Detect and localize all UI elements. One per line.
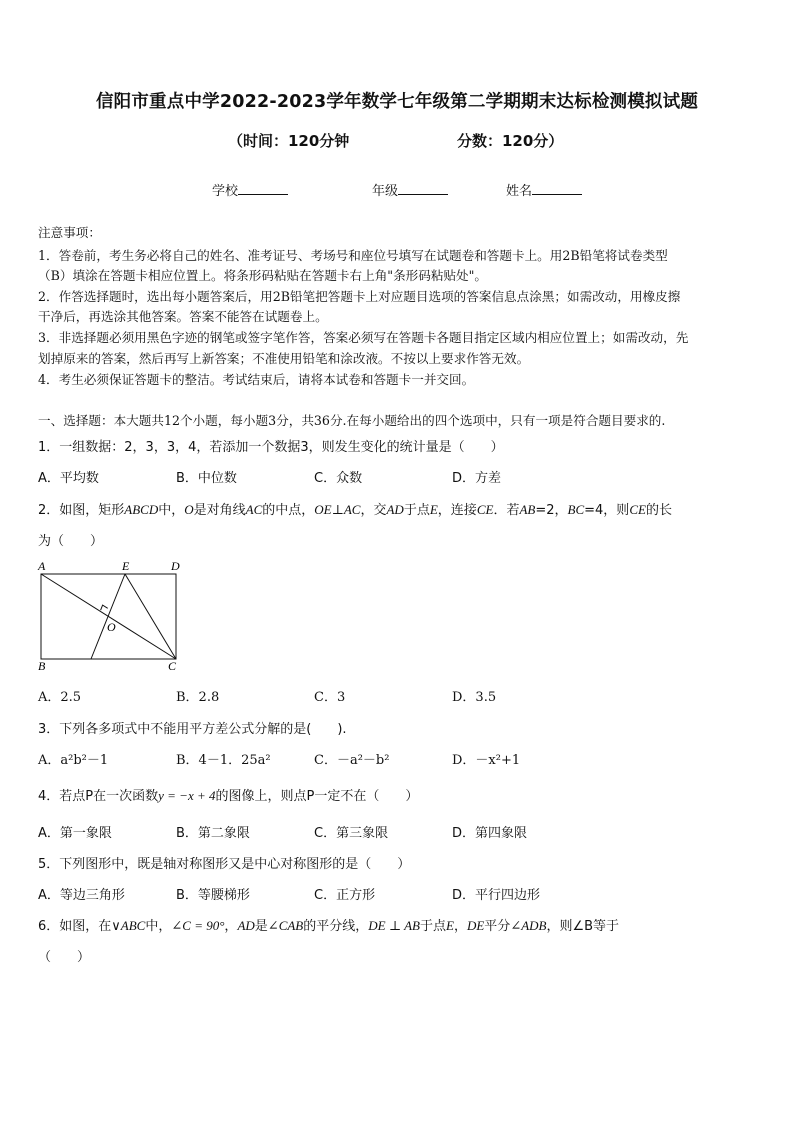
notice-line: 3．非选择题必须用黑色字迹的钢笔或签字笔作答，答案必须写在答题卡各题目指定区域内相应位置上；如需改动，先 (38, 330, 689, 345)
right-angle-mark (101, 605, 108, 610)
notice-line: 2．作答选择题时，选出每小题答案后，用2B铅笔把答题卡上对应题目选项的答案信息点涂黑；如需改动，用橡皮擦 (38, 289, 681, 304)
q6-var: ∠ADB (510, 918, 547, 933)
grade-label: 年级 (372, 184, 399, 199)
label-e: E (122, 559, 130, 573)
question-6-stem-cont: （ ） (38, 950, 91, 965)
grade-field (372, 180, 448, 199)
q2-var: OE⊥AC (314, 502, 361, 517)
q6-var: DE ⊥ AB (368, 918, 420, 933)
q6-text: 中， (145, 919, 172, 934)
q2-option-c[interactable]: C．3 (314, 690, 346, 705)
label-c: C (168, 659, 177, 673)
q5-option-b[interactable]: B．等腰梯形 (176, 888, 250, 903)
notice-line: 干净后，再选涂其他答案。答案不能答在试题卷上。 (38, 309, 328, 324)
q6-text: 平分 (484, 919, 511, 934)
segment-ce (125, 574, 176, 659)
q6-text: 是 (254, 919, 268, 934)
question-2-stem (38, 499, 672, 518)
notice-line: 1．答卷前，考生务必将自己的姓名、准考证号、考场号和座位号填写在试题卷和答题卡上。用2B铅笔将试卷类型 (38, 248, 668, 263)
q2-text: 的中点， (262, 503, 315, 518)
q6-var: AD (237, 918, 255, 933)
q6-text: ，则∠B等于 (546, 919, 620, 934)
q4-option-a[interactable]: A．第一象限 (38, 826, 112, 841)
notice-line: 4．考生必须保证答题卡的整洁。考试结束后，请将本试卷和答题卡一并交回。 (38, 372, 475, 387)
q2-option-b[interactable]: B．2.8 (176, 690, 220, 705)
q2-var: CE (476, 502, 494, 517)
q2-text: =4，则 (584, 503, 630, 518)
q2-text: 的长 (645, 503, 672, 518)
q5-option-c[interactable]: C．正方形 (314, 888, 376, 903)
q2-var: AC (245, 502, 263, 517)
exam-time: （时间：120分钟 (228, 132, 350, 150)
q4-option-c[interactable]: C．第三象限 (314, 826, 389, 841)
label-o: O (107, 620, 116, 634)
exam-score: 分数：120分） (457, 132, 564, 150)
q2-text: ．若 (493, 503, 520, 518)
q6-var: ∠C = 90° (171, 918, 225, 933)
q2-text: =2， (535, 503, 568, 518)
grade-blank[interactable] (398, 182, 448, 195)
question-4-stem (38, 785, 418, 804)
q1-option-a[interactable]: A．平均数 (38, 471, 99, 486)
q6-var: ∨ABC (111, 918, 146, 933)
school-blank[interactable] (238, 182, 288, 195)
q2-text: 中， (158, 503, 185, 518)
question-6-stem (38, 915, 619, 934)
q4-text: 4．若点P在一次函数 (38, 789, 159, 804)
q2-text: ，交 (360, 503, 387, 518)
q1-option-c[interactable]: C．众数 (314, 471, 363, 486)
q2-var: AB (519, 502, 536, 517)
q6-var: E (445, 918, 454, 933)
q6-text: ， (224, 919, 238, 934)
segment-eo (91, 574, 125, 659)
section-heading: 一、选择题：本大题共12个小题，每小题3分，共36分.在每小题给出的四个选项中，只有一项是符合题目要求的. (38, 413, 666, 428)
q2-var: AD (386, 502, 404, 517)
notice-line: （B）填涂在答题卡相应位置上。将条形码粘贴在答题卡右上角"条形码粘贴处"。 (38, 268, 488, 283)
q3-option-b[interactable]: B．4－1．25a² (176, 753, 271, 768)
q4-text: 的图像上，则点P一定不在（ ） (215, 789, 419, 804)
q4-function: y = −x + 4 (158, 788, 216, 803)
name-field (506, 180, 582, 199)
q2-var: BC (567, 502, 585, 517)
school-label: 学校 (212, 184, 239, 199)
q2-text: ，连接 (437, 503, 477, 518)
question-5-stem: 5．下列图形中，既是轴对称图形又是中心对称图形的是（ ） (38, 857, 411, 872)
name-blank[interactable] (532, 182, 582, 195)
q1-option-d[interactable]: D．方差 (452, 471, 502, 486)
q6-text: ， (453, 919, 467, 934)
question-1-stem: 1．一组数据：2，3，3，4，若添加一个数据3，则发生变化的统计量是（ ） (38, 440, 504, 455)
q6-text: 的平分线， (303, 919, 369, 934)
q2-var: E (429, 502, 438, 517)
q2-var: ABCD (124, 502, 159, 517)
q2-option-d[interactable]: D．3.5 (452, 690, 497, 705)
q2-var: O (184, 502, 194, 517)
q2-var: CE (629, 502, 646, 517)
question-2-stem-cont: 为（ ） (38, 534, 104, 549)
q3-option-d[interactable]: D．－x²+1 (452, 753, 521, 768)
q3-option-a[interactable]: A．a²b²－1 (38, 753, 109, 768)
question-3-stem: 3．下列各多项式中不能用平方差公式分解的是( ). (38, 722, 347, 737)
notice-line: 划掉原来的答案，然后再写上新答案；不准使用铅笔和涂改液。不按以上要求作答无效。 (38, 351, 530, 366)
q6-text: 6．如图，在 (38, 919, 112, 934)
name-label: 姓名 (506, 184, 533, 199)
q2-option-a[interactable]: A．2.5 (38, 690, 82, 705)
label-b: B (38, 659, 46, 673)
q2-text: 2．如图，矩形 (38, 503, 125, 518)
q5-option-d[interactable]: D．平行四边形 (452, 888, 541, 903)
label-a: A (38, 559, 46, 573)
q2-text: 是对角线 (193, 503, 246, 518)
q5-option-a[interactable]: A．等边三角形 (38, 888, 125, 903)
q6-text: 于点 (419, 919, 446, 934)
q2-rectangle-figure (34, 558, 190, 676)
q4-option-b[interactable]: B．第二象限 (176, 826, 250, 841)
q6-var: DE (466, 918, 485, 933)
q6-var: ∠CAB (267, 918, 304, 933)
page-title: 信阳市重点中学2022-2023学年数学七年级第二学期期末达标检测模拟试题 (95, 92, 699, 112)
school-field (212, 180, 288, 199)
q3-option-c[interactable]: C．－a²－b² (314, 753, 390, 768)
notice-heading: 注意事项： (38, 225, 101, 240)
label-d: D (171, 559, 180, 573)
q4-option-d[interactable]: D．第四象限 (452, 826, 528, 841)
q1-option-b[interactable]: B．中位数 (176, 471, 237, 486)
q2-text: 于点 (403, 503, 430, 518)
